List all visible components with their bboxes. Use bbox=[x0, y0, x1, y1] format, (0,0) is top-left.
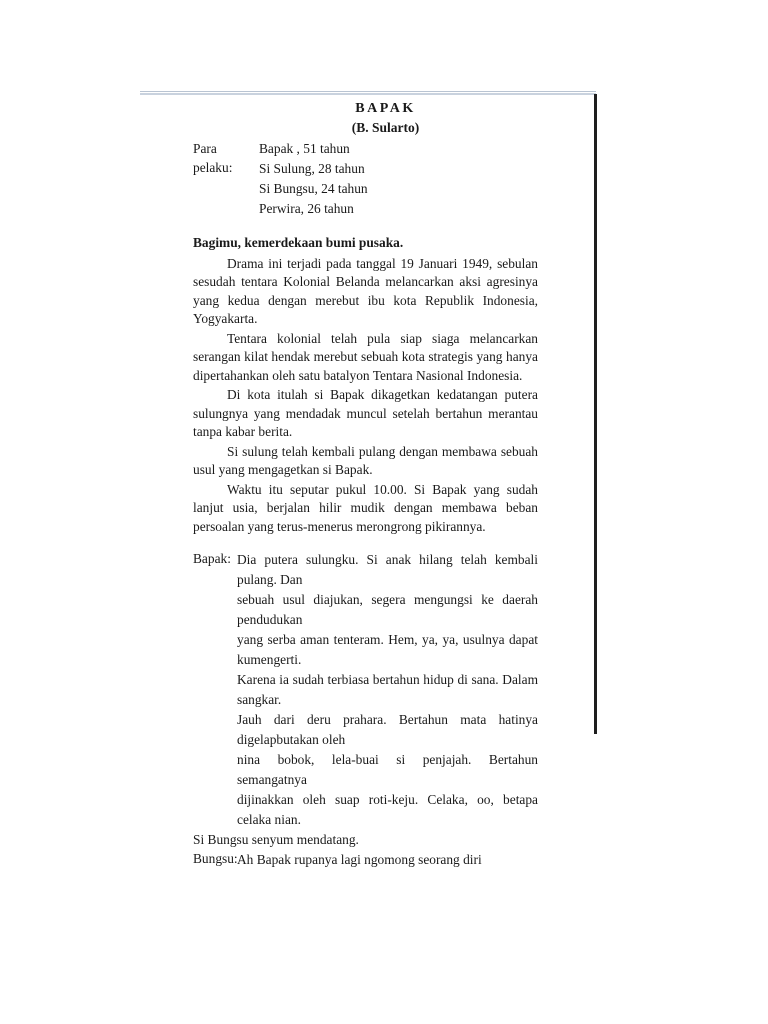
cast-member: Si Bungsu, 24 tahun bbox=[259, 181, 368, 196]
narration-paragraph: Waktu itu seputar pukul 10.00. Si Bapak yang sudah lanjut usia, berjalan hilir mudik dengan membawa beban persoalan yang terus-menerus merongrong pikirannya. bbox=[193, 481, 538, 534]
cast-list bbox=[259, 140, 368, 220]
document-title: BAPAK bbox=[355, 101, 416, 116]
cast-member: Si Sulung, 28 tahun bbox=[259, 161, 365, 176]
cast-member: Bapak , 51 tahun bbox=[259, 141, 350, 156]
narration-paragraph: Drama ini terjadi pada tanggal 19 Januari 1949, sebulan sesudah tentara Kolonial Belanda melancarkan aksi agresinya yang kedua dengan merebut ibu kota Republik Indonesia, Yogyakarta. bbox=[193, 255, 538, 326]
cast-label: Para pelaku: bbox=[193, 141, 233, 175]
dialogue-block-bapak bbox=[193, 550, 538, 830]
speech-text bbox=[237, 550, 538, 830]
speech-line: nina bobok, lela-buai si penjajah. Bertahun semangatnya bbox=[237, 752, 538, 787]
stage-direction: Si Bungsu senyum mendatang. bbox=[193, 832, 359, 847]
speech-line: Dia putera sulungku. Si anak hilang telah kembali pulang. Dan bbox=[237, 552, 538, 587]
speaker-name: Bungsu: bbox=[193, 851, 238, 866]
speech-line: sebuah usul diajukan, segera mengungsi ke daerah pendudukan bbox=[237, 592, 538, 627]
narration-paragraph: Di kota itulah si Bapak dikagetkan kedatangan putera sulungnya yang mendadak muncul setelah bertahun merantau tanpa kabar berita. bbox=[193, 387, 538, 439]
speech-line: Jauh dari deru prahara. Bertahun mata hatinya digelapbutakan oleh bbox=[237, 712, 538, 747]
scanned-page bbox=[193, 100, 538, 870]
cast-section bbox=[193, 140, 538, 220]
speaker-name: Bapak: bbox=[193, 551, 231, 566]
speech-line: dijinakkan oleh suap roti-keju. Celaka, oo, betapa celaka nian. bbox=[237, 792, 538, 827]
dialogue-block-bungsu bbox=[193, 850, 538, 870]
speech-text bbox=[237, 850, 538, 870]
narration-paragraph: Tentara kolonial telah pula siap siaga melancarkan serangan kilat hendak merebut sebuah kota strategis yang hanya dipertahankan oleh satu batalyon Tentara Nasional Indonesia. bbox=[193, 330, 538, 383]
speech-line: yang serba aman tenteram. Hem, ya, ya, usulnya dapat kumengerti. bbox=[237, 632, 538, 667]
speech-line: Karena ia sudah terbiasa bertahun hidup di sana. Dalam sangkar. bbox=[237, 672, 538, 707]
dialogue-section bbox=[193, 550, 538, 870]
dedication: Bagimu, kemerdekaan bumi pusaka. bbox=[193, 235, 404, 250]
cast-member: Perwira, 26 tahun bbox=[259, 201, 354, 216]
speech-line: Ah Bapak rupanya lagi ngomong seorang diri bbox=[237, 852, 482, 867]
narration-paragraph: Si sulung telah kembali pulang dengan membawa sebuah usul yang mengagetkan si Bapak. bbox=[193, 443, 538, 477]
document-author: (B. Sularto) bbox=[351, 120, 420, 135]
page-top-border bbox=[140, 91, 596, 95]
page-right-border bbox=[594, 94, 597, 734]
